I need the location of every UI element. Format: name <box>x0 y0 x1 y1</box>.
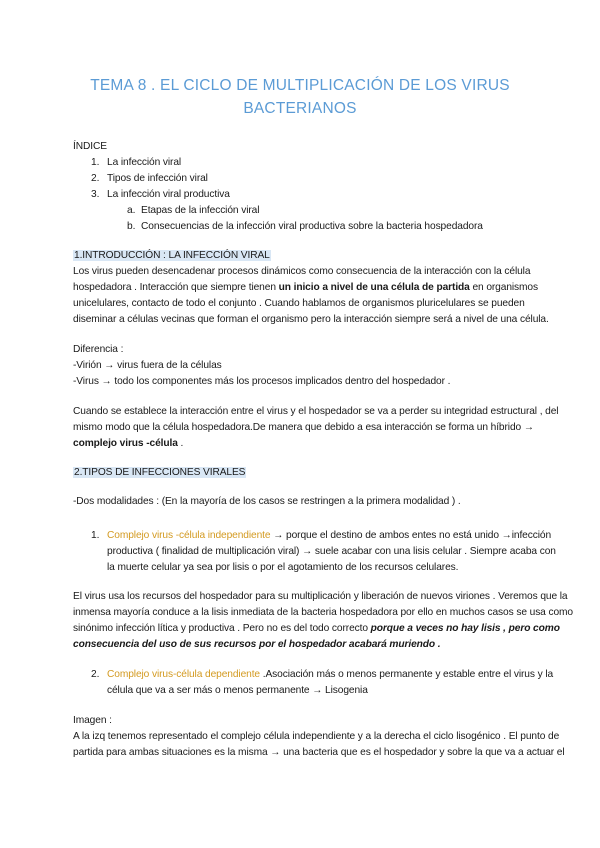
title-line-2: BACTERIANOS <box>243 100 357 117</box>
index-heading: ÍNDICE <box>73 141 107 152</box>
section2-para4-line2: partida para ambas situaciones es la misma → una bacteria que es el hospedador y sobre la que va a actuar el <box>73 747 565 758</box>
type-item-1-line3: la muerte celular ya sea por lisis o por el agotamiento de los recursos celulares. <box>107 562 459 573</box>
image-label: Imagen : <box>73 715 112 726</box>
section1-heading: 1.INTRODUCCIÓN : LA INFECCIÓN VIRAL <box>74 250 270 261</box>
section2-heading: 2.TIPOS DE INFECCIONES VIRALES <box>74 467 246 478</box>
index-item-2: 2. Tipos de infección viral <box>91 173 208 184</box>
section2-para3-line4: consecuencia del uso de sus recursos por el hospedador acabará muriendo . <box>73 639 441 650</box>
title-line-1: TEMA 8 . EL CICLO DE MULTIPLICACIÓN DE LOS VIRUS <box>90 77 510 94</box>
section2-para3-line3: sinónimo infección lítica y productiva . Pero no es del todo correcto porque a veces no hay lisis , pero como <box>73 623 560 634</box>
type-item-1-line2: productiva ( finalidad de multiplicación viral) → suele acabar con una lisis celular . Siempre acaba con <box>107 546 556 557</box>
difference-item-1: -Virión → virus fuera de la células <box>73 360 222 371</box>
section1-para1-line3: unicelulares, contacto de todo el conjunto . Cuando hablamos de organismos pluricelulares se pueden <box>73 298 525 309</box>
section2-para4-line1: A la izq tenemos representado el complejo célula independiente y a la derecha el ciclo lisogénico . El punto de <box>73 731 560 742</box>
index-subitem-b: b. Consecuencias de la infección viral productiva sobre la bacteria hospedadora <box>127 221 483 232</box>
type-item-1: 1. Complejo virus -célula independiente → porque el destino de ambos entes no está unido →infección <box>91 530 552 541</box>
section2-para3-line1: El virus usa los recursos del hospedador para su multiplicación y liberación de nuevos viriones . Veremos que la <box>73 591 568 602</box>
index-subitem-a: a. Etapas de la infección viral <box>127 205 260 216</box>
type-item-2-line2: célula que va a ser más o menos permanente → Lisogenia <box>107 685 368 696</box>
section2-intro: -Dos modalidades : (En la mayoría de los casos se restringen a la primera modalidad ) . <box>73 496 461 507</box>
section1-para1-line4: diseminar a células vecinas que forman el organismo pero la interacción siempre será a nivel de una célula. <box>73 314 549 325</box>
section1-para1-line2: hospedadora . Interacción que siempre tienen un inicio a nivel de una célula de partida en organismos <box>73 282 538 293</box>
index-item-3: 3. La infección viral productiva <box>91 189 230 200</box>
difference-label: Diferencia : <box>73 344 124 355</box>
section1-para1-line1: Los virus pueden desencadenar procesos dinámicos como consecuencia de la interacción con la célula <box>73 266 531 277</box>
type-item-2: 2. Complejo virus-célula dependiente .Asociación más o menos permanente y estable entre el virus y la <box>91 669 554 680</box>
section1-para2-line2: mismo modo que la célula hospedadora.De manera que debido a esa interacción se forma un híbrido → <box>73 422 534 433</box>
difference-item-2: -Virus → todo los componentes más los procesos implicados dentro del hospedador . <box>73 376 451 387</box>
index-item-1: 1. La infección viral <box>91 157 182 168</box>
section1-para2-line3: complejo virus -célula . <box>73 438 184 449</box>
document-title <box>60 74 540 120</box>
section1-para2-line1: Cuando se establece la interacción entre el virus y el hospedador se va a perder su integridad estructural , del <box>73 406 559 417</box>
section2-para3-line2: inmensa mayoría conduce a la lisis inmediata de la bacteria hospedadora por ello en muchos casos se usa como <box>73 607 573 618</box>
